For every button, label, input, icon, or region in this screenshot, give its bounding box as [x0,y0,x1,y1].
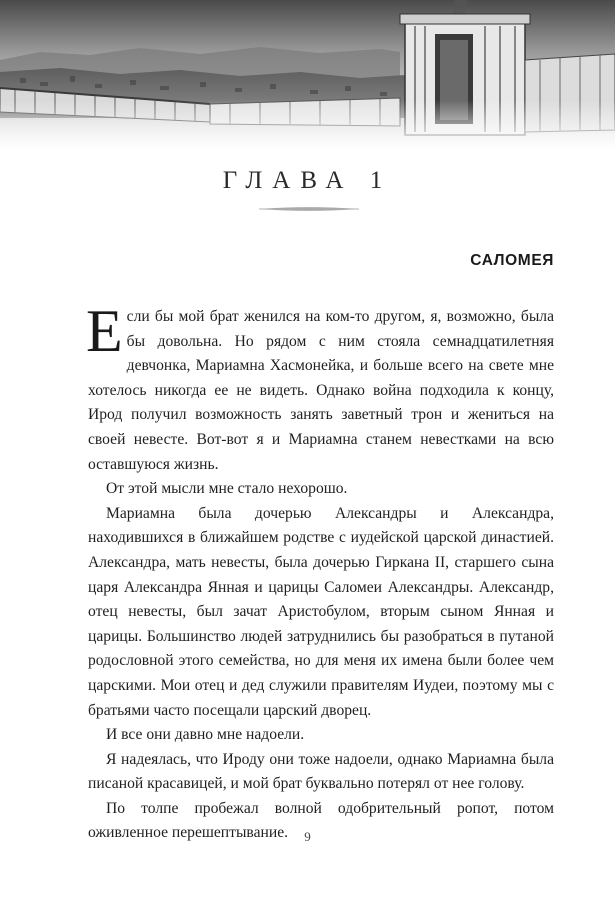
paragraph: Я надеялась, что Ироду они тоже надоели, однако Мариамна была писаной красавицей, и мой брат буквально потерял от нее голову. [88,750,554,793]
paragraph: От этой мысли мне стало нехорошо. [106,480,348,498]
body-text [86,298,554,846]
header-illustration [0,0,615,150]
temple-city-engraving [0,0,615,150]
title-divider-ornament [259,204,359,214]
chapter-title: ГЛАВА 1 [222,167,393,194]
drop-cap: Е [86,298,123,364]
page-number: 9 [304,829,311,844]
section-heading: САЛОМЕЯ [470,252,554,269]
paragraph-text: сли бы мой брат женился на ком-то другом, я, возможно, была бы довольна. Но рядом с ним стояла семнадцатилетняя девчонка, Мариамна Хасмонейка, и больше всего на свете мне хотелось никогда ее не видеть. Однако война подходила к концу, Ирод получил возможность занять заветный трон и жениться на своей невесте. Вот-вот я и Мариамна станем невестками на всю оставшуюся жизнь. [88,308,554,473]
paragraph: И все они давно мне надоели. [106,726,305,744]
paragraph: По толпе пробежал волной одобрительный ропот, потом оживленное перешептывание. [88,799,554,842]
paragraph: Мариамна была дочерью Александры и Александра, находившихся в ближайшем родстве с иудейской царской династией. Александра, мать невесты, была дочерью Гиркана II, старшего сына царя Александра Янная и царицы Саломеи Александры. Александр, отец невесты, был зачат Аристобулом, вторым сыном Янная и царицы. Большинство людей затруднились бы разобраться в путаной родословной этого семейства, но для меня их имена были более чем царскими. Мои отец и дед служили правителям Иудеи, поэтому мы с братьями часто посещали царский дворец. [88,504,554,719]
paragraph [86,298,554,477]
